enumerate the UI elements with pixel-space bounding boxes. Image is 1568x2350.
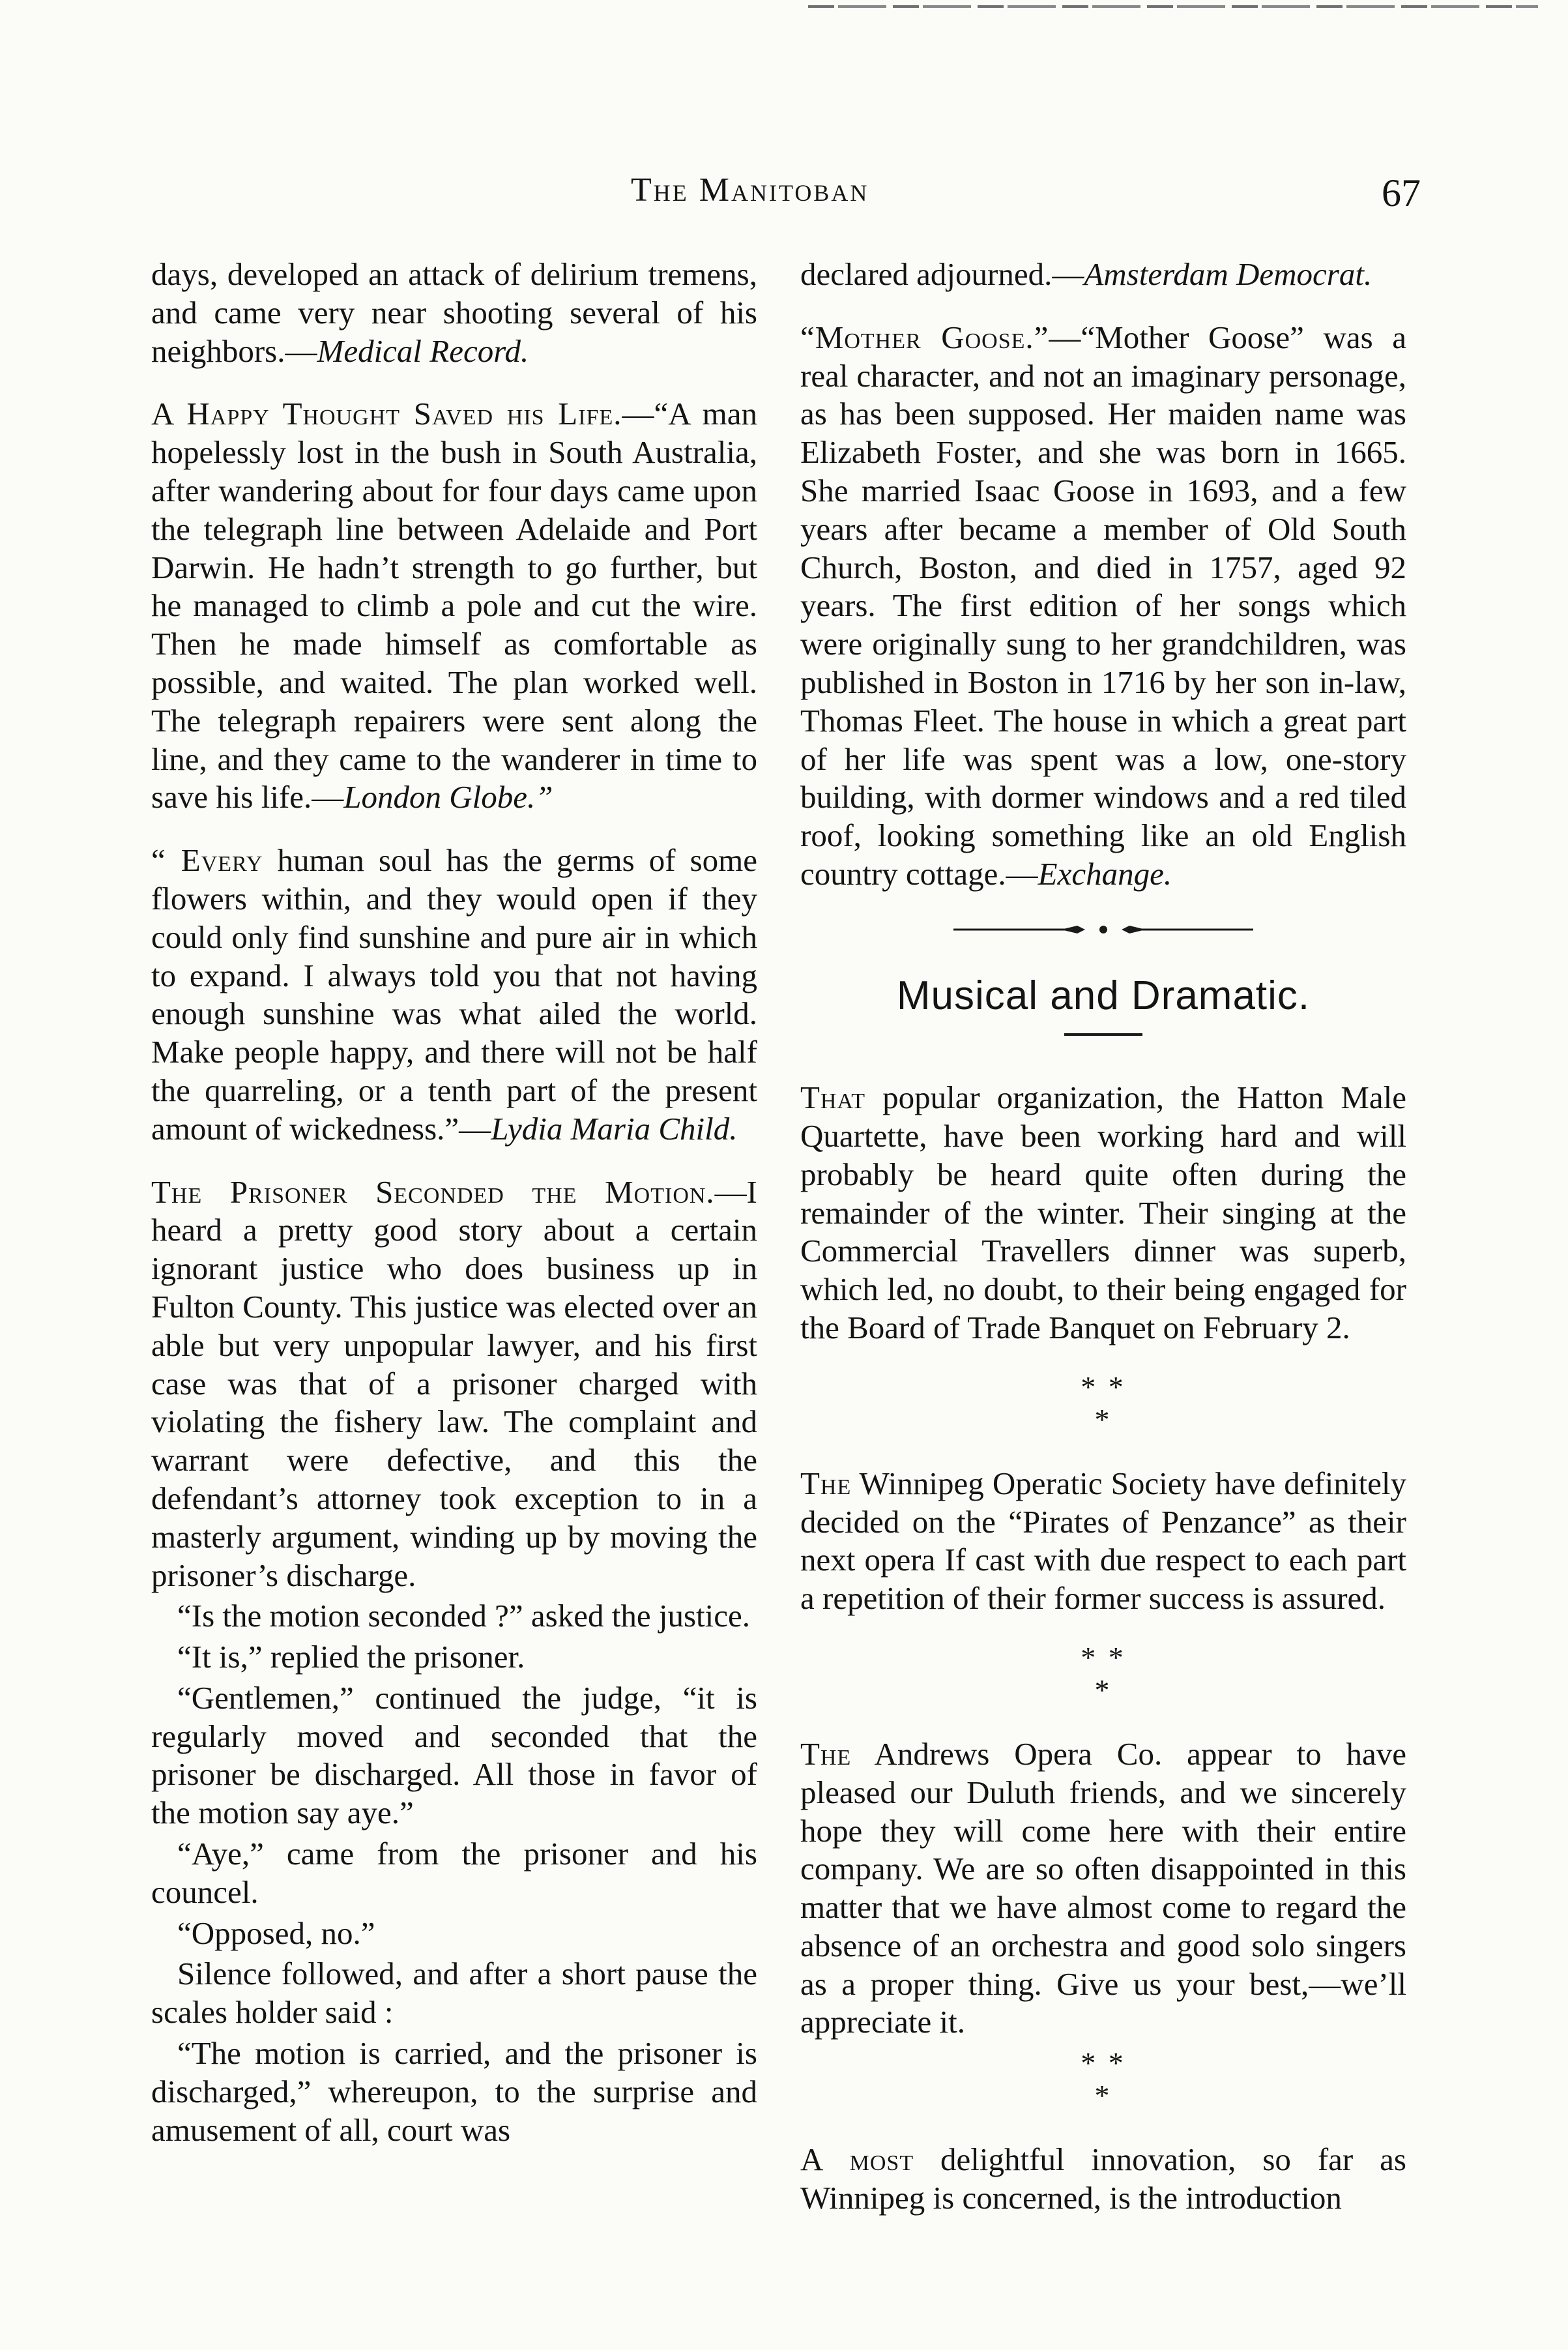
- right-column: [800, 256, 1406, 2242]
- source-credit: Lydia Maria Child.: [491, 1110, 738, 1147]
- article-heading: “Mother Goose.”: [800, 319, 1049, 355]
- article-medical-record: days, developed an attack of delirium tremens, and came very near shooting several of his neighbors.—Medical Record.: [151, 256, 757, 369]
- item-delightful-innovation: A most delightful innovation, so far as Winnipeg is concerned, is the introduction: [800, 2141, 1406, 2216]
- asterism-separator: * * *: [1081, 1640, 1126, 1707]
- source-credit: Amsterdam Democrat.: [1084, 256, 1372, 292]
- article-heading: The Prisoner Seconded the Motion.: [151, 1173, 715, 1210]
- short-rule: [1064, 1033, 1142, 1036]
- asterism-separator: * * *: [1081, 2046, 1126, 2113]
- journal-title: The Manitoban: [631, 171, 869, 209]
- article-human-soul: “ Every human soul has the germs of some flowers within, and they would open if they could only find sunshine and pure air in which to expand. I always told you that not having enough sunshine was what ailed the world. Make people happy, and there will not be half the quarreling, or a tenth part of the present amount of wickedness.”—Lydia Maria Child.: [151, 842, 757, 1147]
- source-credit: London Globe.”: [343, 779, 553, 815]
- left-column: [151, 256, 757, 2152]
- dialogue-line: Silence followed, and after a short pause the scales holder said :: [151, 1956, 757, 2031]
- dialogue-line: “Opposed, no.”: [177, 1915, 375, 1951]
- page-number: 67: [1382, 171, 1421, 214]
- item-hatton-quartette: That popular organization, the Hatton Male Quartette, have been working hard and will probably be heard quite often during the remainder of the winter. Their singing at the Commercial Travellers dinner was superb, which led, no doubt, to their being engaged for the Board of Trade Banquet on February 2.: [800, 1080, 1406, 1345]
- top-edge-rule: [808, 5, 1538, 8]
- ornamental-divider: [947, 920, 1260, 939]
- article-happy-thought: A Happy Thought Saved his Life.—“A man hopelessly lost in the bush in South Australia, after wandering about for four days came upon the telegraph line between Adelaide and Port Darwin. He hadn’t strength to go further, but he managed to climb a pole and cut the wire. Then he made himself as comfortable as possible, and waited. The plan worked well. The telegraph repairers were sent along the line, and they came to the wanderer in time to save his life.—London Globe.”: [151, 396, 758, 815]
- item-andrews-opera: The Andrews Opera Co. appear to have pleased our Duluth friends, and we sincerely hope they will come here with their entire company. We are so often disappointed in this matter that we have almost come to regard the absence of an orchestra and good solo singers as a proper thing. Give us your best,—we’ll appreciate it.: [800, 1735, 1406, 2040]
- running-head: [0, 171, 1568, 223]
- dialogue-line: “Aye,” came from the prisoner and his councel.: [151, 1836, 757, 1910]
- dialogue-line: “Is the motion seconded ?” asked the justice.: [177, 1598, 750, 1634]
- section-title: Musical and Dramatic.: [896, 973, 1311, 1018]
- dialogue-line: “The motion is carried, and the prisoner is discharged,” whereupon, to the surprise and amusement of all, court was: [151, 2035, 757, 2148]
- source-credit: Exchange.: [1038, 855, 1172, 892]
- item-operatic-society: The Winnipeg Operatic Society have definitely decided on the “Pirates of Penzance” as their next opera If cast with due respect to each part a repetition of their former success is assured.: [800, 1465, 1406, 1617]
- article-heading: A Happy Thought Saved his Life.: [151, 396, 622, 432]
- asterism-separator: * * *: [1081, 1370, 1126, 1436]
- article-mother-goose: “Mother Goose.”—“Mother Goose” was a real character, and not an imaginary personage, as has been supposed. Her maiden name was Elizabeth Foster, and she was born in 1665. She married Isaac Goose in 1693, and a few years after became a member of Old South Church, Boston, and died in 1757, aged 92 years. The first edition of her songs which were originally sung to her grandchildren, was published in Boston in 1716 by her son in-law, Thomas Fleet. The house in which a great part of her life was spent was a low, one-story building, with dormer windows and a red tiled roof, looking something like an old English country cottage.—Exchange.: [800, 319, 1407, 892]
- dialogue-line: “Gentlemen,” continued the judge, “it is regularly moved and seconded that the prisoner be discharged. All those in favor of the motion say aye.”: [151, 1679, 757, 1831]
- source-credit: Medical Record.: [317, 332, 529, 369]
- article-amsterdam: declared adjourned.—Amsterdam Democrat.: [800, 256, 1372, 292]
- article-prisoner-seconded: The Prisoner Seconded the Motion.—I heard a pretty good story about a certain ignorant justice who does business up in Fulton County. This justice was elected over an able but very unpopular lawyer, and his first case was that of a prisoner charged with violating the fishery law. The complaint and warrant were defective, and this the defendant’s attorney took exception to in a masterly argument, winding up by moving the prisoner’s discharge.: [151, 1173, 757, 1593]
- dialogue-line: “It is,” replied the prisoner.: [177, 1639, 525, 1675]
